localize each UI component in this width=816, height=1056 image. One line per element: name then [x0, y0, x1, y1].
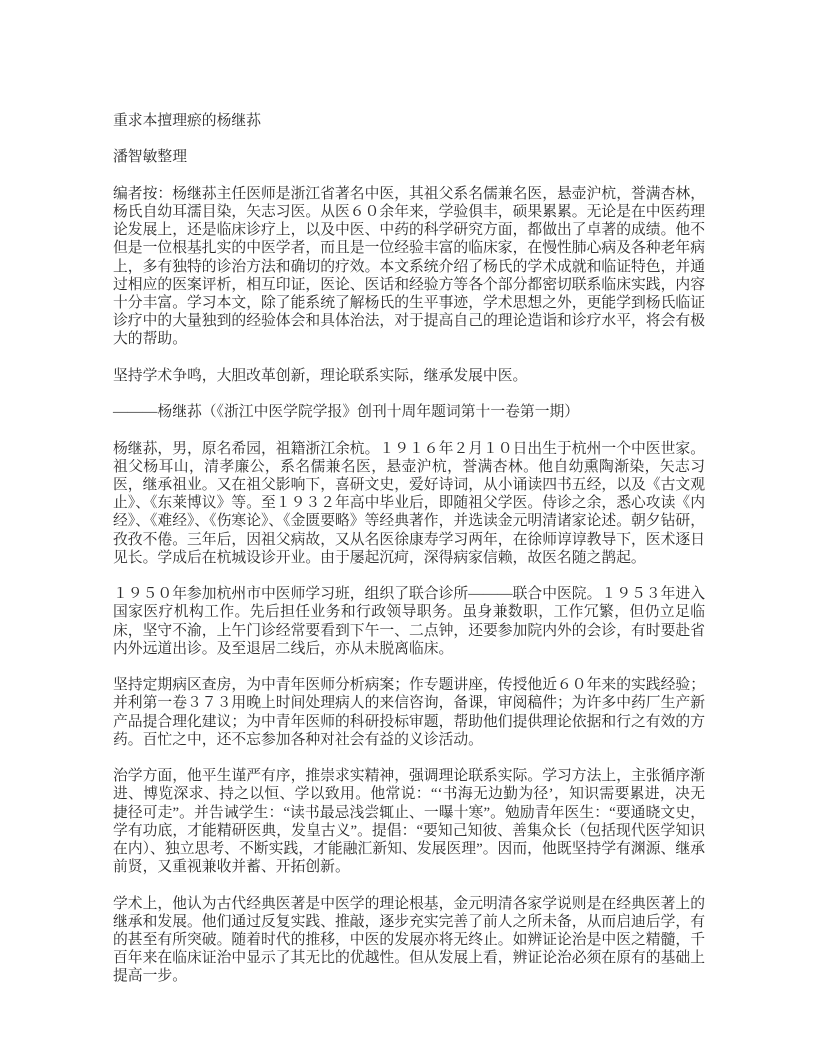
paragraph-motto-attribution: ———杨继荪（《浙江中医学院学报》创刊十周年题词第十一卷第一期） — [113, 404, 580, 421]
paragraph-editor-note: 编者按：杨继荪主任医师是浙江省著名中医，其祖父系名儒兼名医，悬壶沪杭，誉满杏林，杨氏自幼耳濡目染，矢志习医。从医６０余年来，学验俱丰，硕果累累。无论是在中医药理论发展上，还是临床诊疗上，以及中医、中药的科学研究方面，都做出了卓著的成绩。他不但是一位根基扎实的中医学者，而且是一位经验丰富的临床家，在慢性肺心病及各种老年病上，多有独特的诊治方法和确切的疗效。本文系统介绍了杨氏的学术成就和临证特色，并通过相应的医案评析，相互印证，医论、医话和经验方等各个部分都密切联系临床实践，内容十分丰富。学习本文，除了能系统了解杨氏的生平事迹，学术思想之外，更能学到杨氏临证诊疗中的大量独到的经验体会和具体治法，对于提高自己的理论造诣和诊疗水平，将会有极大的帮助。 — [113, 185, 705, 348]
paragraph-activities: 坚持定期病区查房，为中青年医师分析病案；作专题讲座，传授他近６０年来的实践经验；并利第一卷３７３用晚上时间处理病人的来信咨询，备课，审阅稿件；为许多中药厂生产新产品提合理化建议；为中青年医师的科研投标审题，帮助他们提供理论依据和行之有效的方药。百忙之中，还不忘参加各种对社会有益的义诊活动。 — [113, 677, 705, 748]
paragraph-biography-early-life: 杨继荪，男，原名希园，祖籍浙江余杭。１９１６年２月１０日出生于杭州一个中医世家。祖父杨耳山，清孝廉公，系名儒兼名医，悬壶沪杭，誉满杏林。他自幼熏陶渐染，矢志习医，继承祖业。又在祖父影响下，喜研文史，爱好诗词，从小诵读四书五经，以及《古文观止》、《东莱博议》等。至１９３２年高中毕业后，即随祖父学医。侍诊之余，悉心攻读《内经》、《难经》、《伤寒论》、《金匮要略》等经典著作，并选读金元明清诸家论述。朝夕钻研，孜孜不倦。三年后，因祖父病故，又从名医徐康寿学习两年，在徐师谆谆教导下，医术逐日见长。学成后在杭城设诊开业。由于屡起沉疴，深得病家信赖，故医名随之鹊起。 — [113, 440, 705, 566]
paragraph-motto: 坚持学术争鸣，大胆改革创新，理论联系实际，继承发展中医。 — [113, 367, 528, 384]
byline-compiler: 潘智敏整理 — [113, 149, 187, 166]
paragraph-academic-view: 学术上，他认为古代经典医著是中医学的理论根基，金元明清各家学说则是在经典医著上的继承和发展。他们通过反复实践、推敲，逐步充实完善了前人之所未备，从而启迪后学，有的甚至有所突破。随着时代的推移，中医的发展亦将无终止。如辨证论治是中医之精髓，千百年来在临床证治中显示了其无比的优越性。但从发展上看，辨证论治必须在原有的基础上提高一步。 — [113, 895, 705, 985]
paragraph-scholarship-method: 治学方面，他平生谨严有序，推崇求实精神，强调理论联系实际。学习方法上，主张循序渐进、博览深求、持之以恒、学以致用。他常说：“‘书海无边勤为径’，知识需要累进，决无捷径可走”。并告诫学生：“读书最忌浅尝辄止、一曝十寒”。勉励青年医生：“要通晓文史，学有功底，才能精研医典，发皇古义”。提倡：“要知己知彼、善集众长（包括现代医学知识在内）、独立思考、不断实践，才能融汇新知、发展医理”。因而，他既坚持学有渊源、继承前贤，又重视兼收并蓄、开拓创新。 — [113, 768, 705, 876]
document-title: 重求本擅理瘀的杨继荪 — [113, 113, 261, 129]
paragraph-career: １９５０年参加杭州市中医师学习班，组织了联合诊所———联合中医院。１９５３年进入国家医疗机构工作。先后担任业务和行政领导职务。虽身兼数职，工作冗繁，但仍立足临床，坚守不渝，上午门诊经常要看到下午一、二点钟，还要参加院内外的会诊，有时要赴省内外远道出诊。及至退居二线后，亦从未脱离临床。 — [113, 586, 705, 657]
